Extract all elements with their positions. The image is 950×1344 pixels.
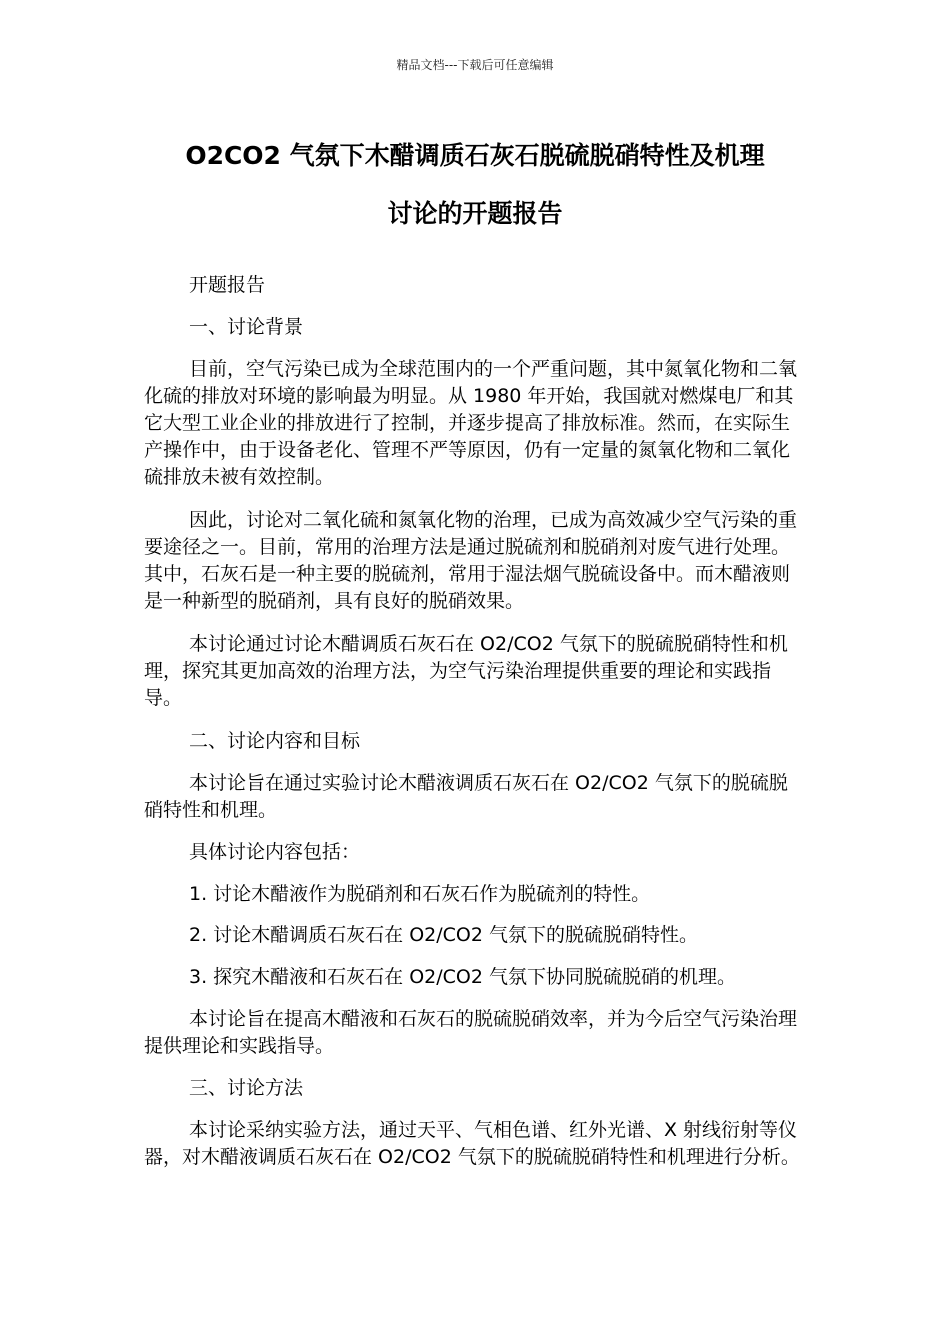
section-2-heading: 二、讨论内容和目标 bbox=[189, 730, 361, 752]
section-1-paragraph-3: 本讨论通过讨论木醋调质石灰石在 O2/CO2 气氛下的脱硫脱硝特性和机理，探究其更加高效的治理方法，为空气污染治理提供重要的理论和实践指导。 bbox=[144, 633, 788, 709]
list-item: 2. 讨论木醋调质石灰石在 O2/CO2 气氛下的脱硫脱硝特性。 bbox=[189, 924, 699, 946]
page-header-note: 精品文档---下载后可任意编辑 bbox=[396, 58, 554, 72]
list-item: 3. 探究木醋液和石灰石在 O2/CO2 气氛下协同脱硫脱硝的机理。 bbox=[189, 966, 737, 988]
section-2-paragraph-1: 本讨论旨在通过实验讨论木醋液调质石灰石在 O2/CO2 气氛下的脱硫脱硝特性和机理。 bbox=[144, 772, 788, 821]
section-1-paragraph-1: 目前，空气污染已成为全球范围内的一个严重问题，其中氮氧化物和二氧化硫的排放对环境的影响最为明显。从 1980 年开始，我国就对燃煤电厂和其它大型工业企业的排放进行了控制，并逐步提高了排放标准。然而，在实际生产操作中，由于设备老化、管理不严等原因，仍有一定量的氮氧化物和二氧化硫排放未被有效控制。 bbox=[144, 358, 798, 488]
report-label: 开题报告 bbox=[189, 274, 266, 296]
document-title-line-2: 讨论的开题报告 bbox=[387, 199, 563, 228]
section-1-paragraph-2: 因此，讨论对二氧化硫和氮氧化物的治理，已成为高效减少空气污染的重要途径之一。目前，常用的治理方法是通过脱硫剂和脱硝剂对废气进行处理。其中，石灰石是一种主要的脱硫剂，常用于湿法烟气脱硫设备中。而木醋液则是一种新型的脱硝剂，具有良好的脱硝效果。 bbox=[144, 509, 798, 612]
section-3-heading: 三、讨论方法 bbox=[189, 1077, 304, 1099]
section-2-paragraph-2: 本讨论旨在提高木醋液和石灰石的脱硫脱硝效率，并为今后空气污染治理提供理论和实践指导。 bbox=[144, 1008, 798, 1057]
section-1-heading: 一、讨论背景 bbox=[189, 316, 304, 338]
section-3-paragraph-1: 本讨论采纳实验方法，通过天平、气相色谱、红外光谱、X 射线衍射等仪器，对木醋液调质石灰石在 O2/CO2 气氛下的脱硫脱硝特性和机理进行分析。 bbox=[144, 1119, 800, 1168]
document-title-line-1: O2CO2 气氛下木醋调质石灰石脱硫脱硝特性及机理 bbox=[185, 141, 765, 170]
list-item: 1. 讨论木醋液作为脱硝剂和石灰石作为脱硫剂的特性。 bbox=[189, 883, 651, 905]
section-2-list-intro: 具体讨论内容包括： bbox=[189, 841, 361, 863]
